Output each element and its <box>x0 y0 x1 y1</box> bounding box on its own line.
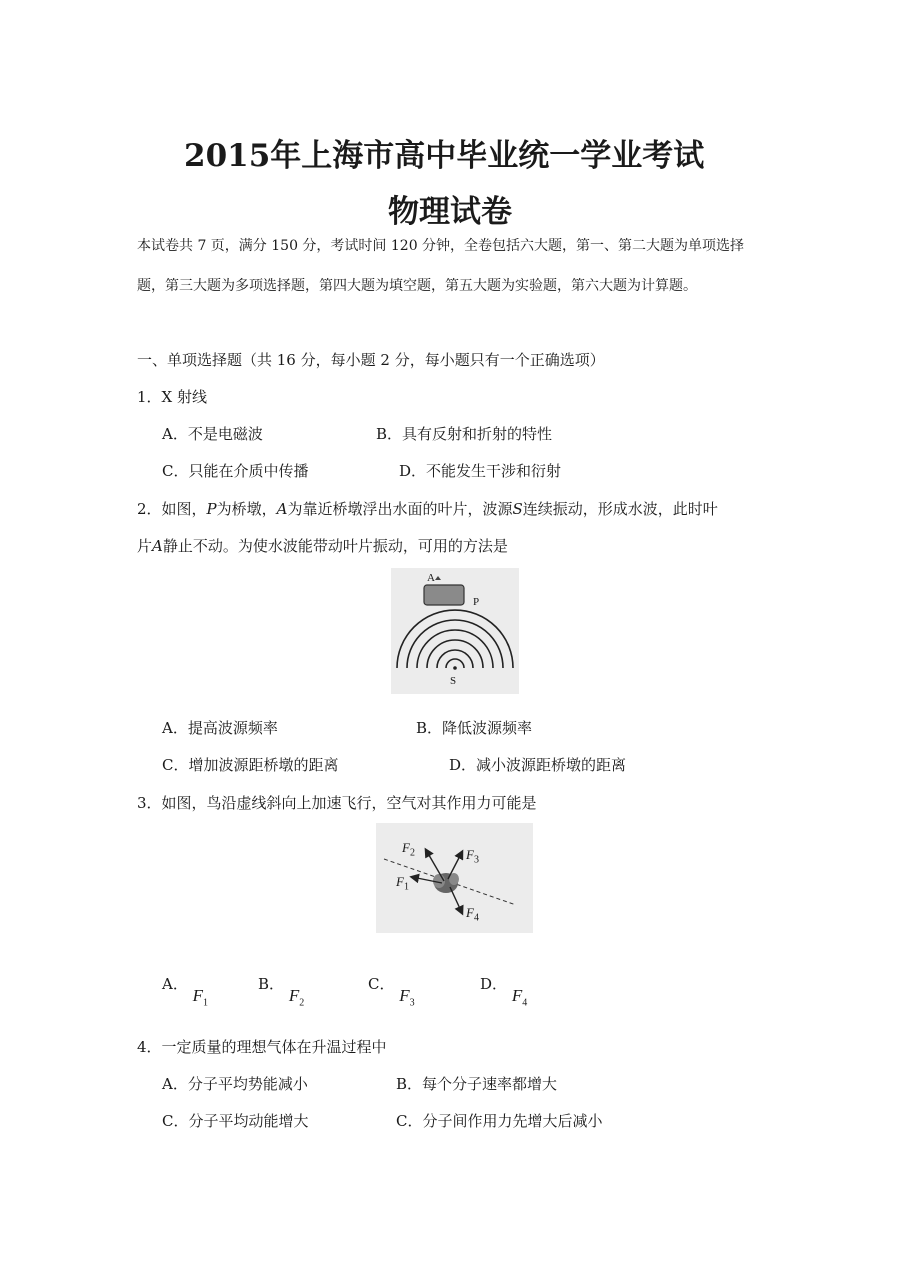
q1-option-d: D．不能发生干涉和衍射 <box>399 462 562 480</box>
q2-var-p: P <box>206 500 217 518</box>
q2-option-c: C．增加波源距桥墩的距离 <box>162 756 339 774</box>
bird-icon <box>433 873 459 893</box>
q3-figure <box>376 823 533 933</box>
fig-label-f: F <box>402 840 410 855</box>
option-force <box>288 986 305 1009</box>
q3-option-d <box>480 973 528 1009</box>
fig-label-sub: 3 <box>473 854 479 866</box>
q3-stem: 3．如图，鸟沿虚线斜向上加速飞行，空气对其作用力可能是 <box>137 794 537 812</box>
force-subscript: 1 <box>203 997 209 1009</box>
fig-label-f: F <box>396 874 404 889</box>
option-force <box>399 986 415 1009</box>
fig-label-a: A <box>427 572 435 584</box>
q2-stem-part: 片 <box>137 537 153 555</box>
q4-option-c: C．分子平均动能增大 <box>162 1112 309 1130</box>
option-force <box>192 986 209 1009</box>
option-letter: B． <box>258 975 285 993</box>
q2-var-a: A <box>276 500 288 518</box>
q2-stem-part: 静止不动。为使水波能带动叶片振动，可用的方法是 <box>162 537 508 555</box>
force-subscript: 2 <box>299 997 305 1009</box>
q1-option-c: C．只能在介质中传播 <box>162 462 309 480</box>
q2-stem-part: 2．如图， <box>137 500 207 518</box>
option-letter: D． <box>480 975 508 993</box>
fig-label-sub: 1 <box>403 881 409 893</box>
page-title: 2015年上海市高中毕业统一学业考试 <box>184 138 705 174</box>
fig-label-f2 <box>402 840 415 859</box>
q4-stem: 4．一定质量的理想气体在升温过程中 <box>137 1038 387 1056</box>
force-symbol: F <box>399 986 410 1005</box>
option-letter: A． <box>162 975 188 993</box>
force-symbol: F <box>511 986 523 1005</box>
force-symbol: F <box>192 986 204 1005</box>
q4-option-b: B．每个分子速率都增大 <box>396 1075 558 1093</box>
intro-line-1: 本试卷共 7 页，满分 150 分，考试时间 120 分钟，全卷包括六大题，第一、第二大题为单项选择 <box>137 238 745 254</box>
wave-arcs <box>397 610 513 668</box>
fig-label-p: P <box>473 596 480 608</box>
q1-option-a: A．不是电磁波 <box>162 425 263 443</box>
fig-label-f: F <box>466 847 474 862</box>
section-heading: 一、单项选择题（共 16 分，每小题 2 分，每小题只有一个正确选项） <box>137 351 605 369</box>
q4-option-a: A．分子平均势能减小 <box>162 1075 308 1093</box>
q3-option-c <box>368 973 415 1009</box>
q3-option-a <box>162 973 209 1009</box>
q2-stem-line-1 <box>137 498 718 519</box>
fig-label-sub: 2 <box>409 847 415 859</box>
q2-stem-line-2 <box>137 535 508 556</box>
force-f4-arrow <box>450 887 462 913</box>
page-subtitle: 物理试卷 <box>388 194 512 230</box>
q2-option-a: A．提高波源频率 <box>162 719 278 737</box>
fig-label-sub: 4 <box>473 912 479 924</box>
leaf-icon <box>435 576 441 580</box>
fig-label-f: F <box>466 905 474 920</box>
q2-var-a: A <box>152 537 163 555</box>
q2-stem-part: 为靠近桥墩浮出水面的叶片，波源 <box>287 500 513 518</box>
q2-stem-part: 连续振动，形成水波，此时叶 <box>522 500 718 518</box>
q2-stem-part: 为桥墩， <box>216 500 277 518</box>
q1-option-b: B．具有反射和折射的特性 <box>376 425 553 443</box>
force-symbol: F <box>288 986 300 1005</box>
fig-label-f1 <box>396 874 409 893</box>
force-subscript: 3 <box>409 997 415 1009</box>
option-letter: C． <box>368 975 395 993</box>
intro-line-2: 题，第三大题为多项选择题，第四大题为填空题，第五大题为实验题，第六大题为计算题。 <box>137 278 697 294</box>
wave-source-dot <box>453 666 457 670</box>
q2-figure <box>391 568 519 694</box>
pier-block <box>424 585 464 605</box>
force-subscript: 4 <box>522 997 528 1009</box>
option-force <box>511 986 528 1009</box>
fig-label-f3 <box>466 847 479 866</box>
q2-var-s: S <box>512 500 523 518</box>
q1-stem: 1．X 射线 <box>137 388 207 406</box>
fig-label-s: S <box>450 675 457 687</box>
fig-label-f4 <box>466 905 479 924</box>
q2-option-b: B．降低波源频率 <box>416 719 533 737</box>
q3-option-b <box>258 973 305 1009</box>
q2-option-d: D．减小波源距桥墩的距离 <box>449 756 627 774</box>
q4-option-d: C．分子间作用力先增大后减小 <box>396 1112 603 1130</box>
